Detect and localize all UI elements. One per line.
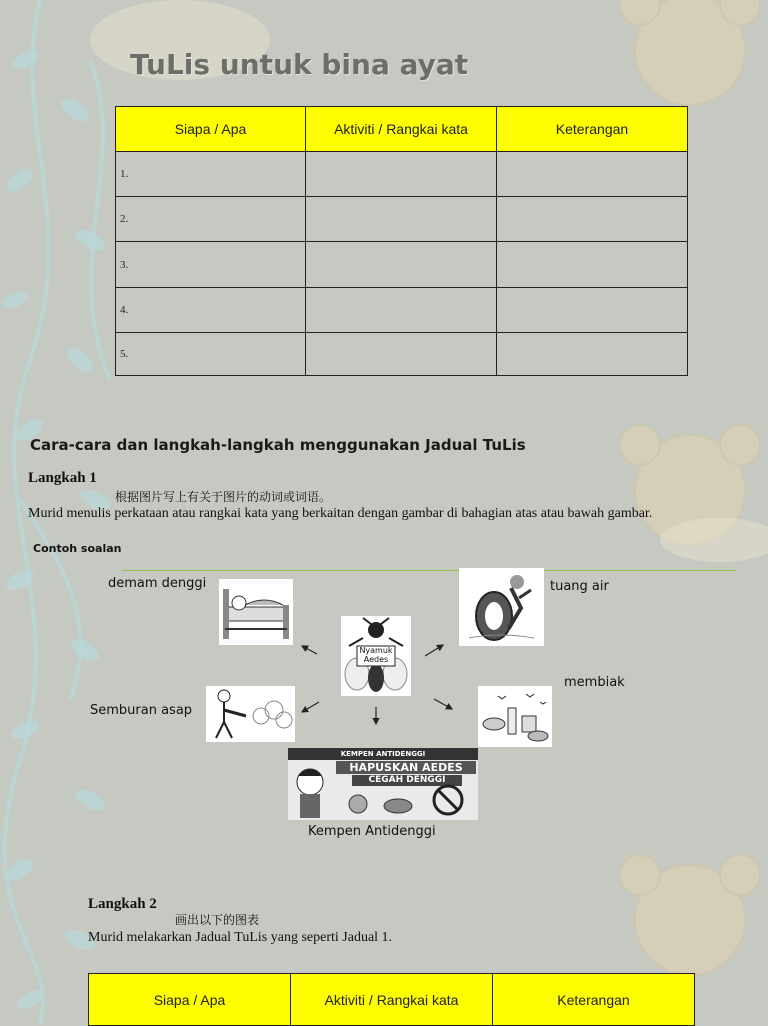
label-tuang-air: tuang air [550,579,609,594]
row-number: 5. [116,333,306,376]
row-number: 2. [116,197,306,242]
arrow-to-demam [302,646,317,654]
step1-chinese-instruction: 根据图片写上有关于图片的动词或词语。 [115,490,332,504]
header-aktiviti: Aktiviti / Rangkai kata [306,107,497,152]
mosquito-caption: Nyamuk Aedes [359,646,393,664]
label-demam-denggi: demam denggi [108,576,207,591]
row-number: 3. [116,242,306,288]
row-number: 1. [116,152,306,197]
step1-heading: Langkah 1 [28,470,97,486]
label-kempen-antidenggi: Kempen Antidenggi [308,824,436,839]
row-number: 4. [116,288,306,333]
label-semburan-asap: Semburan asap [90,703,193,718]
header-siapa-apa: Siapa / Apa [116,107,306,152]
poster-line2: CEGAH DENGGI [352,775,462,786]
page-title: TuLis untuk bina ayat [130,48,469,81]
poster-line1: HAPUSKAN AEDES [336,761,476,774]
tulis-table-2 [88,973,695,1026]
step2-chinese-instruction: 画出以下的图表 [175,913,260,927]
section-heading: Cara-cara dan langkah-langkah menggunakan Jadual TuLis [30,436,526,454]
header-aktiviti: Aktiviti / Rangkai kata [291,974,493,1026]
poster-banner: KEMPEN ANTIDENGGI [288,748,478,760]
label-membiak: membiak [564,675,625,690]
step1-description: Murid menulis perkataan atau rangkai kata yang berkaitan dengan gambar di bahagian atas atau bawah gambar. [28,506,653,521]
step2-heading: Langkah 2 [88,896,157,912]
header-keterangan: Keterangan [493,974,695,1026]
example-label: Contoh soalan [33,542,122,555]
header-keterangan: Keterangan [497,107,688,152]
step2-description: Murid melakarkan Jadual TuLis yang seperti Jadual 1. [88,930,393,945]
header-siapa-apa: Siapa / Apa [89,974,291,1026]
arrow-to-membiak [434,699,452,709]
arrow-to-semburan [302,702,319,712]
arrow-to-tuang [425,645,443,656]
